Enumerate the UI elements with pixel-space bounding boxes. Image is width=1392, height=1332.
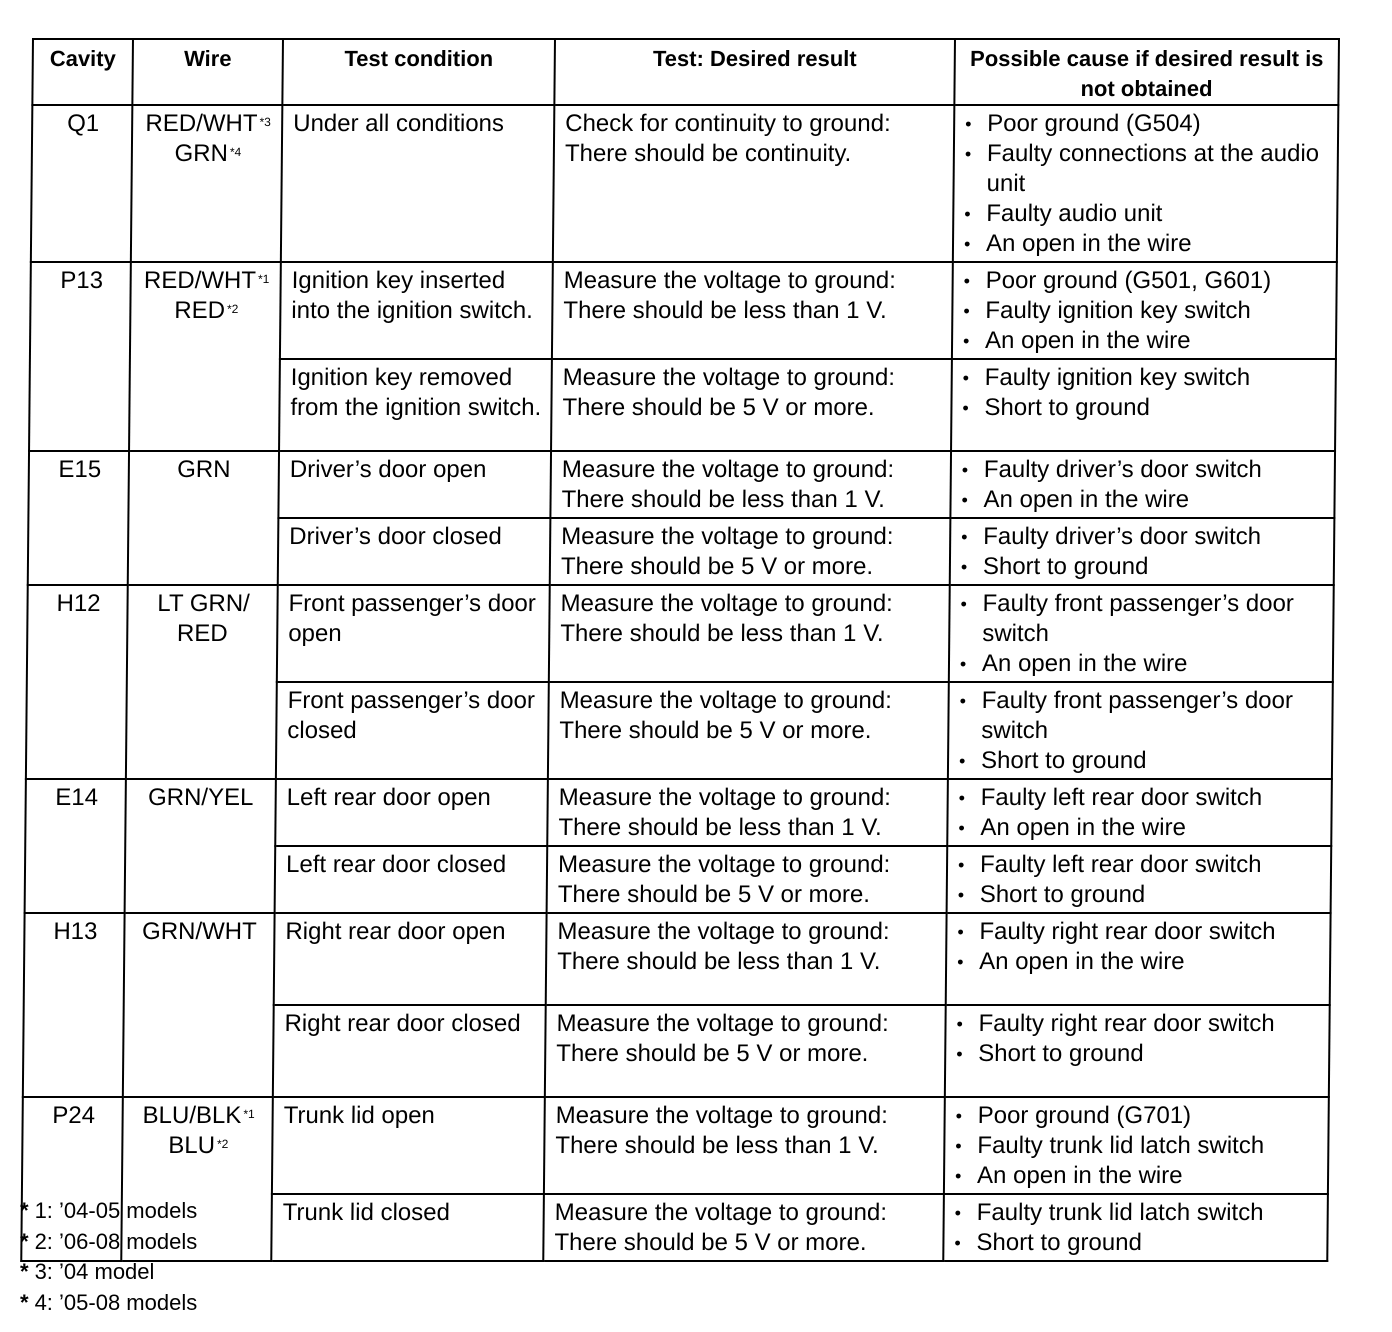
wire-color: GRN — [174, 140, 229, 167]
cause-list — [964, 109, 1329, 259]
cause-item: • Faulty driver’s door switch — [983, 522, 1325, 552]
cause-item: • An open in the wire — [983, 485, 1325, 515]
cause-list — [956, 1009, 1321, 1069]
header-cavity: Cavity — [32, 39, 133, 105]
wire-color: GRN/WHT — [141, 918, 257, 945]
footnote-text: 4: ’05-08 models — [34, 1289, 198, 1315]
wire-line — [141, 296, 271, 326]
cause-item: • An open in the wire — [977, 1161, 1319, 1191]
cause-item: • Poor ground (G701) — [978, 1101, 1320, 1131]
cause-item: • An open in the wire — [979, 947, 1321, 977]
cause-list — [958, 783, 1323, 843]
wire-cell — [126, 585, 278, 779]
wire-color: RED/WHT — [143, 267, 257, 294]
cause-item: • Faulty right rear door switch — [979, 917, 1321, 947]
footnote — [20, 1288, 197, 1319]
desired-result-cell: Measure the voltage to ground: There should be 5 V or more. — [545, 1005, 946, 1097]
wire-color: BLU/BLK — [142, 1102, 242, 1129]
desired-result-cell: Measure the voltage to ground: There should be 5 V or more. — [547, 846, 948, 913]
header-possible-cause: Possible cause if desired result is not obtained — [954, 39, 1339, 105]
wire-line — [138, 589, 269, 649]
wire-color: RED — [174, 297, 226, 324]
possible-cause-cell — [948, 682, 1333, 779]
wire-cell — [123, 913, 275, 1097]
wire-color: GRN/YEL — [147, 784, 254, 811]
test-condition-cell: Under all conditions — [281, 105, 555, 262]
wire-footnote-ref: *1 — [243, 1107, 255, 1121]
wire-line — [133, 1131, 263, 1161]
wire-cell — [129, 262, 281, 451]
footnote-mark: * — [20, 1259, 29, 1284]
cause-item: • Faulty front passenger’s door switch — [981, 686, 1324, 746]
cause-list — [962, 363, 1327, 423]
desired-result-cell: Measure the voltage to ground: There should be less than 1 V. — [544, 1097, 945, 1194]
cause-item: • Poor ground (G501, G601) — [986, 266, 1328, 296]
test-condition-cell: Ignition key inserted into the ignition switch. — [280, 262, 553, 359]
header-test-condition: Test condition — [282, 39, 555, 105]
cause-item: • Faulty left rear door switch — [980, 850, 1322, 880]
cause-item: • Faulty trunk lid latch switch — [977, 1131, 1319, 1161]
desired-result-cell: Measure the voltage to ground: There should be 5 V or more. — [543, 1194, 944, 1261]
possible-cause-cell — [946, 913, 1331, 1005]
possible-cause-cell — [951, 359, 1336, 451]
cause-item: • Faulty ignition key switch — [985, 296, 1327, 326]
cavity-cell: E14 — [25, 779, 126, 913]
cause-list — [963, 266, 1328, 356]
header-row — [32, 39, 1339, 105]
cavity-cell: H13 — [23, 913, 125, 1097]
footnote-text: 2: ’06-08 models — [34, 1228, 198, 1254]
wire-footnote-ref: *3 — [259, 115, 271, 129]
cause-item: • Poor ground (G504) — [987, 109, 1329, 139]
footnote — [20, 1257, 197, 1288]
desired-result-cell: Measure the voltage to ground: There should be less than 1 V. — [547, 779, 948, 846]
cause-item: • Faulty right rear door switch — [978, 1009, 1320, 1039]
wire-color: LT GRN/ RED — [157, 590, 250, 647]
cause-item: • An open in the wire — [986, 229, 1328, 259]
footnotes — [20, 1196, 197, 1318]
desired-result-cell: Measure the voltage to ground: There should be 5 V or more. — [548, 682, 949, 779]
cause-item: • An open in the wire — [980, 813, 1322, 843]
cause-list — [955, 1101, 1320, 1191]
cause-list — [957, 917, 1322, 977]
cause-item: • An open in the wire — [985, 326, 1327, 356]
cavity-cell: E15 — [28, 451, 129, 585]
table-row — [24, 913, 1331, 1005]
possible-cause-cell — [943, 1194, 1328, 1261]
footnote — [20, 1227, 197, 1258]
possible-cause-cell — [947, 846, 1332, 913]
possible-cause-cell — [945, 1005, 1330, 1097]
cause-item: • Short to ground — [976, 1228, 1318, 1258]
wire-footnote-ref: *1 — [257, 272, 270, 286]
wire-cell — [131, 105, 283, 262]
test-condition-cell: Trunk lid closed — [271, 1194, 544, 1261]
test-condition-cell: Driver’s door closed — [278, 518, 551, 585]
test-condition-cell: Front passenger’s door closed — [276, 682, 549, 779]
possible-cause-cell — [947, 779, 1332, 846]
cavity-cell: H12 — [26, 585, 128, 779]
cause-item: • An open in the wire — [982, 649, 1324, 679]
test-condition-cell: Ignition key removed from the ignition switch. — [279, 359, 552, 451]
wire-color: RED/WHT — [145, 110, 258, 137]
wire-footnote-ref: *2 — [216, 1137, 229, 1151]
test-condition-cell: Right rear door open — [274, 913, 547, 1005]
cause-item: • Short to ground — [981, 746, 1323, 776]
possible-cause-cell — [950, 451, 1335, 518]
test-condition-cell: Driver’s door open — [278, 451, 551, 518]
test-condition-cell: Left rear door open — [275, 779, 548, 846]
footnote — [20, 1196, 197, 1227]
table-row — [27, 585, 1334, 682]
desired-result-cell: Measure the voltage to ground: There should be less than 1 V. — [549, 585, 950, 682]
header-wire: Wire — [132, 39, 283, 105]
wire-line — [135, 917, 265, 947]
table-row — [22, 1097, 1329, 1194]
cause-item: • Faulty connections at the audio unit — [986, 139, 1329, 199]
test-condition-cell: Left rear door closed — [275, 846, 548, 913]
test-table — [20, 38, 1340, 1262]
table-row — [25, 779, 1332, 846]
footnote-mark: * — [20, 1198, 29, 1223]
test-condition-cell: Trunk lid open — [272, 1097, 545, 1194]
desired-result-cell: Measure the voltage to ground: There should be 5 V or more. — [551, 359, 952, 451]
possible-cause-cell — [953, 105, 1339, 262]
test-condition-cell: Right rear door closed — [273, 1005, 546, 1097]
cause-item: • Short to ground — [984, 393, 1326, 423]
footnote-mark: * — [20, 1289, 29, 1315]
wire-cell — [128, 451, 279, 585]
wire-line — [142, 266, 272, 296]
cause-item: • Faulty left rear door switch — [981, 783, 1323, 813]
cause-item: • Faulty trunk lid latch switch — [977, 1198, 1319, 1228]
cause-item: • Short to ground — [978, 1039, 1320, 1069]
desired-result-cell: Check for continuity to ground: There should be continuity. — [553, 105, 955, 262]
wire-cell — [125, 779, 276, 913]
wire-color: GRN — [177, 456, 231, 483]
wire-color: BLU — [168, 1132, 216, 1159]
cause-item: • Faulty audio unit — [986, 199, 1328, 229]
footnote-text: 3: ’04 model — [34, 1259, 155, 1284]
cause-item: • Faulty front passenger’s door switch — [982, 589, 1325, 649]
desired-result-cell: Measure the voltage to ground: There should be less than 1 V. — [550, 451, 951, 518]
cause-list — [960, 589, 1325, 679]
wire-line — [143, 109, 273, 139]
table-row — [31, 105, 1339, 262]
cause-item: • Short to ground — [983, 552, 1325, 582]
possible-cause-cell — [949, 585, 1334, 682]
possible-cause-cell — [944, 1097, 1329, 1194]
table-row — [30, 262, 1337, 359]
table-body — [21, 105, 1338, 1261]
cause-list — [958, 850, 1323, 910]
wire-line — [134, 1101, 264, 1131]
wire-line — [137, 783, 267, 813]
desired-result-cell: Measure the voltage to ground: There should be less than 1 V. — [546, 913, 947, 1005]
test-condition-cell: Front passenger’s door open — [277, 585, 550, 682]
cause-list — [954, 1198, 1319, 1258]
footnote-mark: * — [20, 1228, 29, 1254]
wire-footnote-ref: *2 — [226, 302, 239, 316]
cause-list — [961, 522, 1326, 582]
wire-footnote-ref: *4 — [229, 145, 242, 159]
cavity-cell: Q1 — [31, 105, 133, 262]
cause-list — [959, 686, 1324, 776]
desired-result-cell: Measure the voltage to ground: There should be 5 V or more. — [550, 518, 951, 585]
cause-item: • Short to ground — [980, 880, 1322, 910]
table-row — [28, 451, 1335, 518]
possible-cause-cell — [952, 262, 1337, 359]
wire-line — [143, 139, 273, 169]
possible-cause-cell — [950, 518, 1335, 585]
desired-result-cell: Measure the voltage to ground: There should be less than 1 V. — [552, 262, 953, 359]
cause-item: • Faulty ignition key switch — [985, 363, 1327, 393]
header-desired-result: Test: Desired result — [554, 39, 955, 105]
wire-line — [140, 455, 270, 485]
cause-item: • Faulty driver’s door switch — [984, 455, 1326, 485]
cavity-cell: P13 — [29, 262, 131, 451]
cavity-cell: P24 — [21, 1097, 123, 1261]
footnote-text: 1: ’04-05 models — [34, 1198, 198, 1223]
cause-list — [961, 455, 1326, 515]
